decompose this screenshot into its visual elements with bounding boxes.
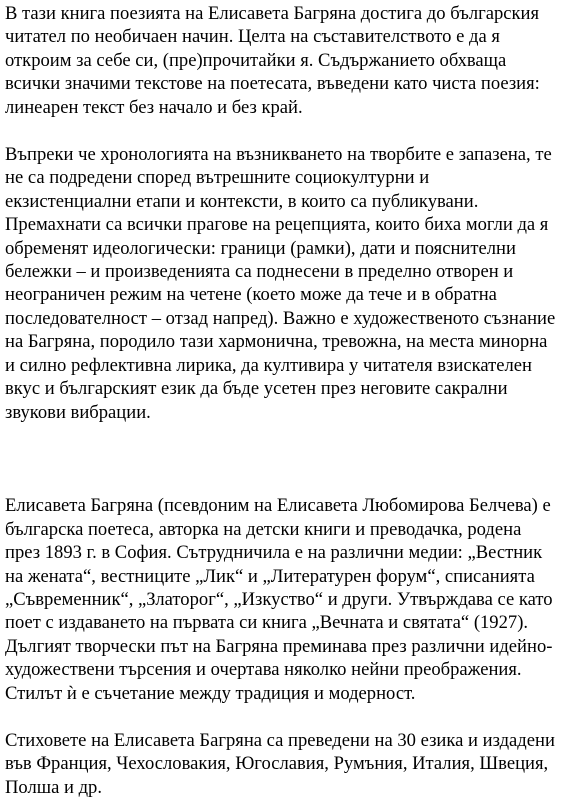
text-line: художествени търсения и очертава няколко нейни преображения. (5, 659, 522, 681)
text-line: поет с издаването на първата си книга „Вечната и святата“ (1927). (5, 612, 529, 634)
text-line: неограничен режим на четене (което може да тече и в обратна (5, 284, 497, 306)
paragraph-book-intro (5, 2, 577, 119)
text-line: вкус и българският език да бъде усетен през неговите сакрални (5, 378, 508, 400)
text-line: „Съвременник“, „Златорог“, „Изкуство“ и други. Утвърждава се като (5, 588, 553, 610)
paragraph-spacer (5, 705, 577, 728)
text-line: откроим за себе си, (пре)прочитайки я. Съдържанието обхваща (5, 49, 507, 71)
text-line: всички значими текстове на поетесата, въведени като чиста поезия: (5, 73, 540, 95)
text-line: В тази книга поезията на Елисавета Багряна достига до българския (5, 3, 540, 24)
paragraph-spacer (5, 119, 577, 142)
text-line: Полша и др. (5, 776, 102, 798)
section-spacer (5, 424, 577, 494)
text-line: екзистенциални етапи и контексти, в които са публикувани. (5, 190, 479, 212)
text-line: и силно рефлективна лирика, да култивира у читателя взискателен (5, 354, 532, 376)
text-line: на Багряна, породило тази хармонична, тревожна, на места минорна (5, 331, 548, 353)
text-line: Стилът ѝ е съчетание между традиция и модерност. (5, 682, 416, 704)
text-line: обременят идеологически: граници (рамки), дати и пояснителни (5, 237, 516, 259)
text-line: Елисавета Багряна (псевдоним на Елисавета Любомирова Белчева) е (5, 495, 551, 517)
text-line: Стиховете на Елисавета Багряна са преведени на 30 езика и издадени (5, 729, 555, 751)
text-line: линеарен текст без начало и без край. (5, 96, 303, 118)
text-line: през 1893 г. в София. Сътрудничила е на различни медии: „Вестник (5, 542, 543, 564)
text-line: не са подредени според вътрешните социокултурни и (5, 167, 430, 189)
document-page (5, 2, 577, 799)
text-line: Дългият творчески път на Багряна преминава през различни идейно- (5, 635, 553, 657)
text-line: на жената“, вестниците „Лик“ и „Литературен форум“, списанията (5, 565, 535, 587)
text-line: Въпреки че хронологията на възникването на творбите е запазена, те (5, 143, 552, 165)
text-line: във Франция, Чехословакия, Югославия, Румъния, Италия, Швеция, (5, 753, 549, 775)
text-line: звукови вибрации. (5, 401, 151, 423)
paragraph-chronology (5, 143, 577, 424)
paragraph-translations (5, 729, 577, 799)
paragraph-author-bio (5, 494, 577, 705)
text-line: читател по необичаен начин. Целта на съставителството е да я (5, 26, 500, 48)
text-line: Премахнати са всички прагове на рецепцията, които биха могли да я (5, 214, 549, 236)
text-line: българска поетеса, авторка на детски книги и преводачка, родена (5, 518, 522, 540)
text-line: последователност – отзад напред). Важно е художественото съзнание (5, 307, 556, 329)
text-line: бележки – и произведенията са поднесени в пределно отворен и (5, 260, 514, 282)
